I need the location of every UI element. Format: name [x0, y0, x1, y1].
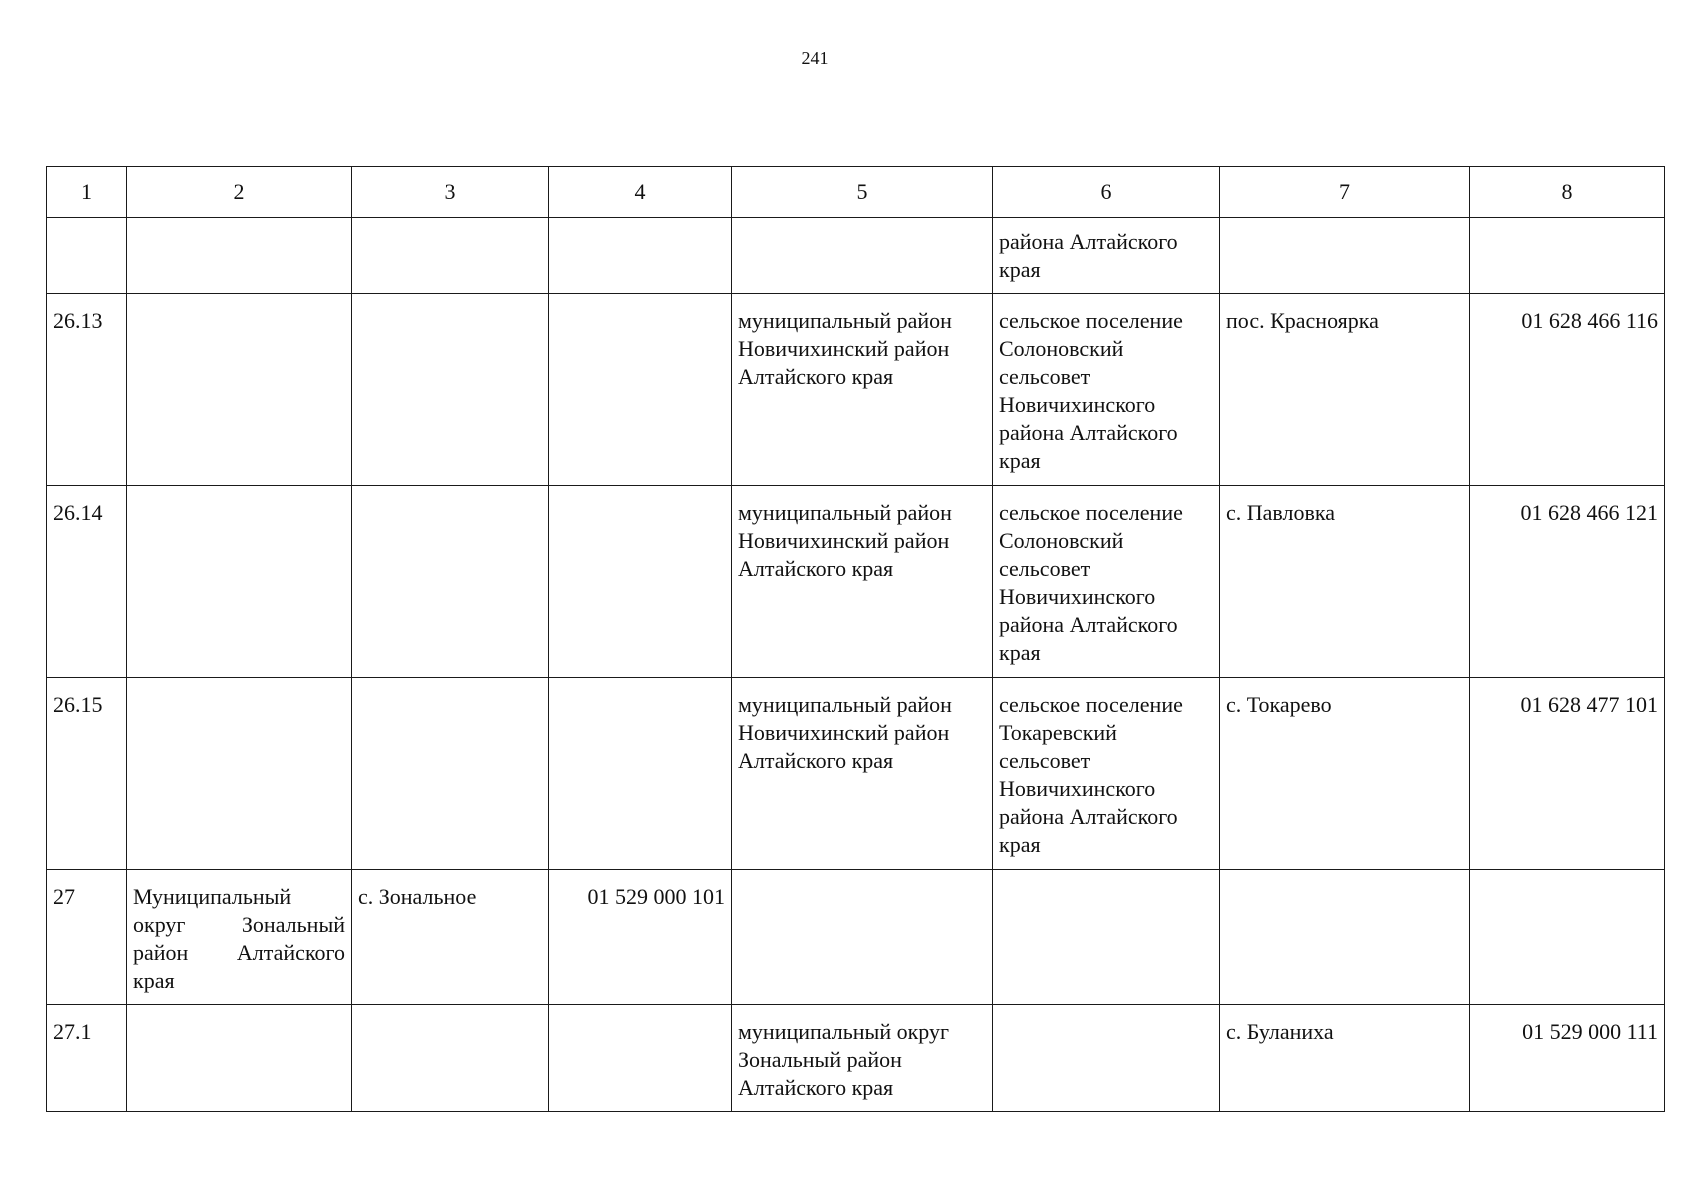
column-header-5: 5	[732, 167, 993, 218]
locality-code-cell	[1470, 870, 1665, 1005]
admin-center-cell: с. Зональное	[352, 870, 549, 1005]
table-row	[47, 486, 1665, 678]
municipality-code-cell	[549, 218, 732, 294]
table-row	[47, 1005, 1665, 1112]
locality-cell: пос. Красноярка	[1220, 294, 1470, 486]
row-number-cell: 26.13	[47, 294, 127, 486]
municipality-code-cell	[549, 294, 732, 486]
column-header-1: 1	[47, 167, 127, 218]
locality-code-cell	[1470, 218, 1665, 294]
locality-cell: с. Павловка	[1220, 486, 1470, 678]
admin-center-cell	[352, 678, 549, 870]
table-row	[47, 218, 1665, 294]
column-header-3: 3	[352, 167, 549, 218]
table-row	[47, 294, 1665, 486]
district-cell	[732, 870, 993, 1005]
municipality-code-cell	[549, 486, 732, 678]
settlement-cell	[993, 1005, 1220, 1112]
municipality-cell	[127, 1005, 352, 1112]
locality-code-cell: 01 529 000 111	[1470, 1005, 1665, 1112]
admin-center-cell	[352, 218, 549, 294]
locality-cell: с. Буланиха	[1220, 1005, 1470, 1112]
municipality-code-cell: 01 529 000 101	[549, 870, 732, 1005]
column-header-7: 7	[1220, 167, 1470, 218]
settlement-cell: сельское поселение Солоновский сельсовет Новичихинского района Алтайского края	[993, 294, 1220, 486]
district-cell: муниципальный район Новичихинский район Алтайского края	[732, 294, 993, 486]
row-number-cell: 26.14	[47, 486, 127, 678]
settlement-cell: сельское поселение Токаревский сельсовет Новичихинского района Алтайского края	[993, 678, 1220, 870]
row-number-cell	[47, 218, 127, 294]
municipality-cell	[127, 218, 352, 294]
municipality-cell: Муниципальный округ Зональный район Алтайского края	[127, 870, 352, 1005]
locality-cell	[1220, 218, 1470, 294]
settlement-cell: района Алтайского края	[993, 218, 1220, 294]
row-number-cell: 27	[47, 870, 127, 1005]
row-number-cell: 26.15	[47, 678, 127, 870]
municipality-cell	[127, 294, 352, 486]
registry-table	[46, 166, 1665, 1112]
admin-center-cell	[352, 486, 549, 678]
page-number: 241	[801, 48, 829, 68]
locality-cell: с. Токарево	[1220, 678, 1470, 870]
locality-cell	[1220, 870, 1470, 1005]
municipality-code-cell	[549, 678, 732, 870]
admin-center-cell	[352, 294, 549, 486]
district-cell: муниципальный округ Зональный район Алтайского края	[732, 1005, 993, 1112]
district-cell: муниципальный район Новичихинский район Алтайского края	[732, 486, 993, 678]
admin-center-cell	[352, 1005, 549, 1112]
settlement-cell: сельское поселение Солоновский сельсовет Новичихинского района Алтайского края	[993, 486, 1220, 678]
locality-code-cell: 01 628 466 116	[1470, 294, 1665, 486]
settlement-cell	[993, 870, 1220, 1005]
municipality-code-cell	[549, 1005, 732, 1112]
municipality-cell	[127, 486, 352, 678]
municipality-cell	[127, 678, 352, 870]
column-header-4: 4	[549, 167, 732, 218]
column-header-8: 8	[1470, 167, 1665, 218]
column-header-6: 6	[993, 167, 1220, 218]
district-cell	[732, 218, 993, 294]
table-row	[47, 678, 1665, 870]
locality-code-cell: 01 628 477 101	[1470, 678, 1665, 870]
row-number-cell: 27.1	[47, 1005, 127, 1112]
column-header-2: 2	[127, 167, 352, 218]
table-row	[47, 870, 1665, 1005]
district-cell: муниципальный район Новичихинский район Алтайского края	[732, 678, 993, 870]
locality-code-cell: 01 628 466 121	[1470, 486, 1665, 678]
header-row	[47, 167, 1665, 218]
